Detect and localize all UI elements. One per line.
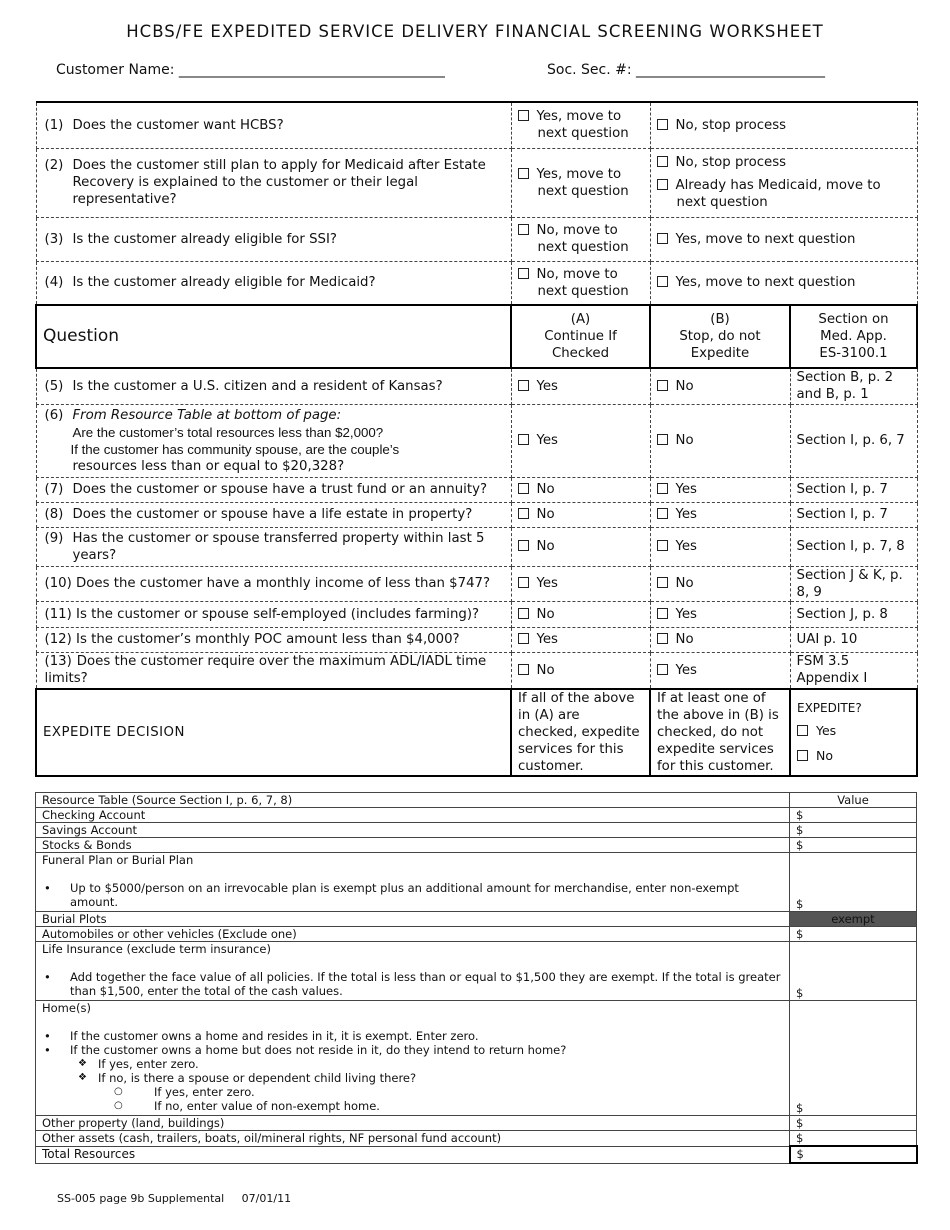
option-b[interactable]: Yes bbox=[650, 601, 790, 627]
expedite-decision-row bbox=[36, 689, 917, 776]
table-row: Savings Account $ bbox=[36, 823, 917, 838]
checkbox-icon[interactable] bbox=[657, 633, 668, 644]
section-ref: Section I, p. 7 bbox=[790, 502, 917, 527]
option-b[interactable]: No bbox=[650, 404, 790, 477]
table-row: (5) Is the customer a U.S. citizen and a resident of Kansas? Yes No Section B, p. 2 and B, p. 1 bbox=[36, 368, 917, 404]
checkbox-icon[interactable] bbox=[518, 224, 529, 235]
value-input[interactable]: $ bbox=[790, 942, 917, 1001]
option-a[interactable]: Yes bbox=[511, 566, 650, 601]
checkbox-icon[interactable] bbox=[518, 508, 529, 519]
section-ref: UAI p. 10 bbox=[790, 627, 917, 652]
section-ref: Section I, p. 6, 7 bbox=[790, 404, 917, 477]
table-row: (7) Does the customer or spouse have a trust fund or an annuity? No Yes Section I, p. 7 bbox=[36, 477, 917, 502]
checkbox-icon[interactable] bbox=[657, 577, 668, 588]
option-b[interactable]: Yes bbox=[650, 477, 790, 502]
total-value-input[interactable]: $ bbox=[790, 1146, 917, 1163]
table-row: Automobiles or other vehicles (Exclude one) $ bbox=[36, 927, 917, 942]
header-col-a: (A) Continue If Checked bbox=[511, 305, 650, 368]
value-input[interactable]: $ bbox=[790, 853, 917, 912]
question-3: (3) Is the customer already eligible for SSI? bbox=[36, 217, 511, 261]
table-row: (10) Does the customer have a monthly income of less than $747? Yes No Section J & K, p. 8, 9 bbox=[36, 566, 917, 601]
section-ref: Section B, p. 2 and B, p. 1 bbox=[790, 368, 917, 404]
checkbox-icon[interactable] bbox=[518, 540, 529, 551]
value-input[interactable]: $ bbox=[790, 927, 917, 942]
option-a[interactable]: Yes bbox=[511, 404, 650, 477]
checkbox-icon[interactable] bbox=[657, 276, 668, 287]
option-b[interactable]: Yes bbox=[650, 502, 790, 527]
page-title: HCBS/FE EXPEDITED SERVICE DELIVERY FINANCIAL SCREENING WORKSHEET bbox=[126, 22, 824, 41]
checkbox-icon[interactable] bbox=[518, 168, 529, 179]
checkbox-icon[interactable] bbox=[657, 434, 668, 445]
question-4: (4) Is the customer already eligible for Medicaid? bbox=[36, 261, 511, 305]
checkbox-icon[interactable] bbox=[518, 110, 529, 121]
value-input[interactable]: $ bbox=[790, 1116, 917, 1131]
section-ref: Section I, p. 7 bbox=[790, 477, 917, 502]
table-row: Other property (land, buildings) $ bbox=[36, 1116, 917, 1131]
option-a[interactable]: No bbox=[511, 652, 650, 689]
checkbox-icon[interactable] bbox=[797, 750, 808, 761]
resource-header: Resource Table (Source Section I, p. 6, 7, 8) bbox=[36, 793, 790, 808]
q3-option-b[interactable]: Yes, move to next question bbox=[650, 217, 917, 261]
checkbox-icon[interactable] bbox=[657, 483, 668, 494]
q4-option-a[interactable]: No, move to next question bbox=[511, 261, 650, 305]
customer-name-field[interactable]: Customer Name: ______________________________________ bbox=[56, 62, 445, 78]
table-row: Funeral Plan or Burial Plan • Up to $5000/person on an irrevocable plan is exempt plus an additional amount for merchandise, enter non-exempt amount. $ bbox=[36, 853, 917, 912]
option-b[interactable]: No bbox=[650, 566, 790, 601]
form-footer: SS-005 page 9b Supplemental 07/01/11 bbox=[57, 1192, 292, 1205]
table-row: Burial Plots exempt bbox=[36, 912, 917, 927]
expedite-decision-label: EXPEDITE DECISION bbox=[36, 689, 511, 776]
expedite-no[interactable]: No bbox=[797, 743, 910, 768]
expedite-choice: EXPEDITE? Yes No bbox=[790, 689, 917, 776]
option-a[interactable]: Yes bbox=[511, 368, 650, 404]
checkbox-icon[interactable] bbox=[657, 664, 668, 675]
table-row: Other assets (cash, trailers, boats, oil/mineral rights, NF personal fund account) $ bbox=[36, 1131, 917, 1147]
decision-b-text: If at least one of the above in (B) is checked, do not expedite services for this customer. bbox=[650, 689, 790, 776]
value-input[interactable]: $ bbox=[790, 823, 917, 838]
option-b[interactable]: Yes bbox=[650, 652, 790, 689]
q2-option-a[interactable]: Yes, move to next question bbox=[511, 148, 650, 217]
checkbox-icon[interactable] bbox=[518, 577, 529, 588]
option-a[interactable]: Yes bbox=[511, 627, 650, 652]
checkbox-icon[interactable] bbox=[518, 664, 529, 675]
value-input[interactable]: $ bbox=[790, 808, 917, 823]
option-a[interactable]: No bbox=[511, 477, 650, 502]
question-2: (2) Does the customer still plan to apply for Medicaid after Estate Recovery is explained to the customer or their legal representative? bbox=[36, 148, 511, 217]
checkbox-icon[interactable] bbox=[518, 483, 529, 494]
option-b[interactable]: No bbox=[650, 368, 790, 404]
q2-option-b[interactable]: No, stop process Already has Medicaid, move to next question bbox=[650, 148, 917, 217]
decision-a-text: If all of the above in (A) are checked, expedite services for this customer. bbox=[511, 689, 650, 776]
exempt-cell: exempt bbox=[790, 912, 917, 927]
checkbox-icon[interactable] bbox=[518, 434, 529, 445]
header-col-c: Section on Med. App. ES-3100.1 bbox=[790, 305, 917, 368]
screening-table bbox=[35, 101, 918, 777]
table-row: Life Insurance (exclude term insurance) • Add together the face value of all policies. If the total is less than or equal to $1,500 they are exempt. If the total is greater than $1,500, enter the total of the cash values. $ bbox=[36, 942, 917, 1001]
checkbox-icon[interactable] bbox=[657, 233, 668, 244]
q4-option-b[interactable]: Yes, move to next question bbox=[650, 261, 917, 305]
value-input[interactable]: $ bbox=[790, 1131, 917, 1147]
option-a[interactable]: No bbox=[511, 601, 650, 627]
q1-option-a[interactable]: Yes, move to next question bbox=[511, 102, 650, 148]
section-ref: Section J & K, p. 8, 9 bbox=[790, 566, 917, 601]
table-row: Checking Account $ bbox=[36, 808, 917, 823]
section-ref: FSM 3.5 Appendix I bbox=[790, 652, 917, 689]
checkbox-icon[interactable] bbox=[657, 380, 668, 391]
value-header: Value bbox=[790, 793, 917, 808]
table-row: (12) Is the customer’s monthly POC amount less than $4,000? Yes No UAI p. 10 bbox=[36, 627, 917, 652]
table-row: (8) Does the customer or spouse have a life estate in property? No Yes Section I, p. 7 bbox=[36, 502, 917, 527]
ssn-field[interactable]: Soc. Sec. #: ___________________________ bbox=[547, 62, 826, 78]
checkbox-icon[interactable] bbox=[657, 179, 668, 190]
table-row: Stocks & Bonds $ bbox=[36, 838, 917, 853]
q3-option-a[interactable]: No, move to next question bbox=[511, 217, 650, 261]
section-ref: Section J, p. 8 bbox=[790, 601, 917, 627]
table-row bbox=[36, 404, 917, 477]
checkbox-icon[interactable] bbox=[518, 268, 529, 279]
table-row: (11) Is the customer or spouse self-employed (includes farming)? No Yes Section J, p. 8 bbox=[36, 601, 917, 627]
table-row: (13) Does the customer require over the maximum ADL/IADL time limits? No Yes FSM 3.5 Appendix I bbox=[36, 652, 917, 689]
checkbox-icon[interactable] bbox=[657, 540, 668, 551]
checkbox-icon[interactable] bbox=[657, 156, 668, 167]
option-a[interactable]: No bbox=[511, 502, 650, 527]
option-b[interactable]: Yes bbox=[650, 527, 790, 566]
checkbox-icon[interactable] bbox=[518, 608, 529, 619]
table-row: Total Resources $ bbox=[36, 1146, 917, 1163]
expedite-yes[interactable]: Yes bbox=[797, 718, 910, 743]
checkbox-icon[interactable] bbox=[657, 119, 668, 130]
value-input[interactable]: $ bbox=[790, 1001, 917, 1116]
question-6: (6) From Resource Table at bottom of page: Are the customer’s total resources less than $2,000? If the customer has community spouse, are the couple’s resources less than or equal to $20,328? bbox=[36, 404, 511, 477]
table-header-row bbox=[36, 305, 917, 368]
q1-option-b[interactable]: No, stop process bbox=[650, 102, 917, 148]
question-1: (1) Does the customer want HCBS? bbox=[36, 102, 511, 148]
checkbox-icon[interactable] bbox=[797, 725, 808, 736]
checkbox-icon[interactable] bbox=[657, 608, 668, 619]
checkbox-icon[interactable] bbox=[518, 633, 529, 644]
option-a[interactable]: No bbox=[511, 527, 650, 566]
resource-table bbox=[35, 792, 918, 1164]
checkbox-icon[interactable] bbox=[657, 508, 668, 519]
value-input[interactable]: $ bbox=[790, 838, 917, 853]
header-question: Question bbox=[36, 305, 511, 368]
checkbox-icon[interactable] bbox=[518, 380, 529, 391]
section-ref: Section I, p. 7, 8 bbox=[790, 527, 917, 566]
table-row: Home(s) • If the customer owns a home and resides in it, it is exempt. Enter zero. • If the customer owns a home but does not reside in it, do they intend to return home? ❖ If yes, enter zero. ❖ If no, is there a spouse or dependent child living there? ○ If yes, enter zero. ○ If no, enter value of non-exempt home. $ bbox=[36, 1001, 917, 1116]
option-b[interactable]: No bbox=[650, 627, 790, 652]
header-col-b: (B) Stop, do not Expedite bbox=[650, 305, 790, 368]
table-row: (9) Has the customer or spouse transferred property within last 5 years? No Yes Section I, p. 7, 8 bbox=[36, 527, 917, 566]
